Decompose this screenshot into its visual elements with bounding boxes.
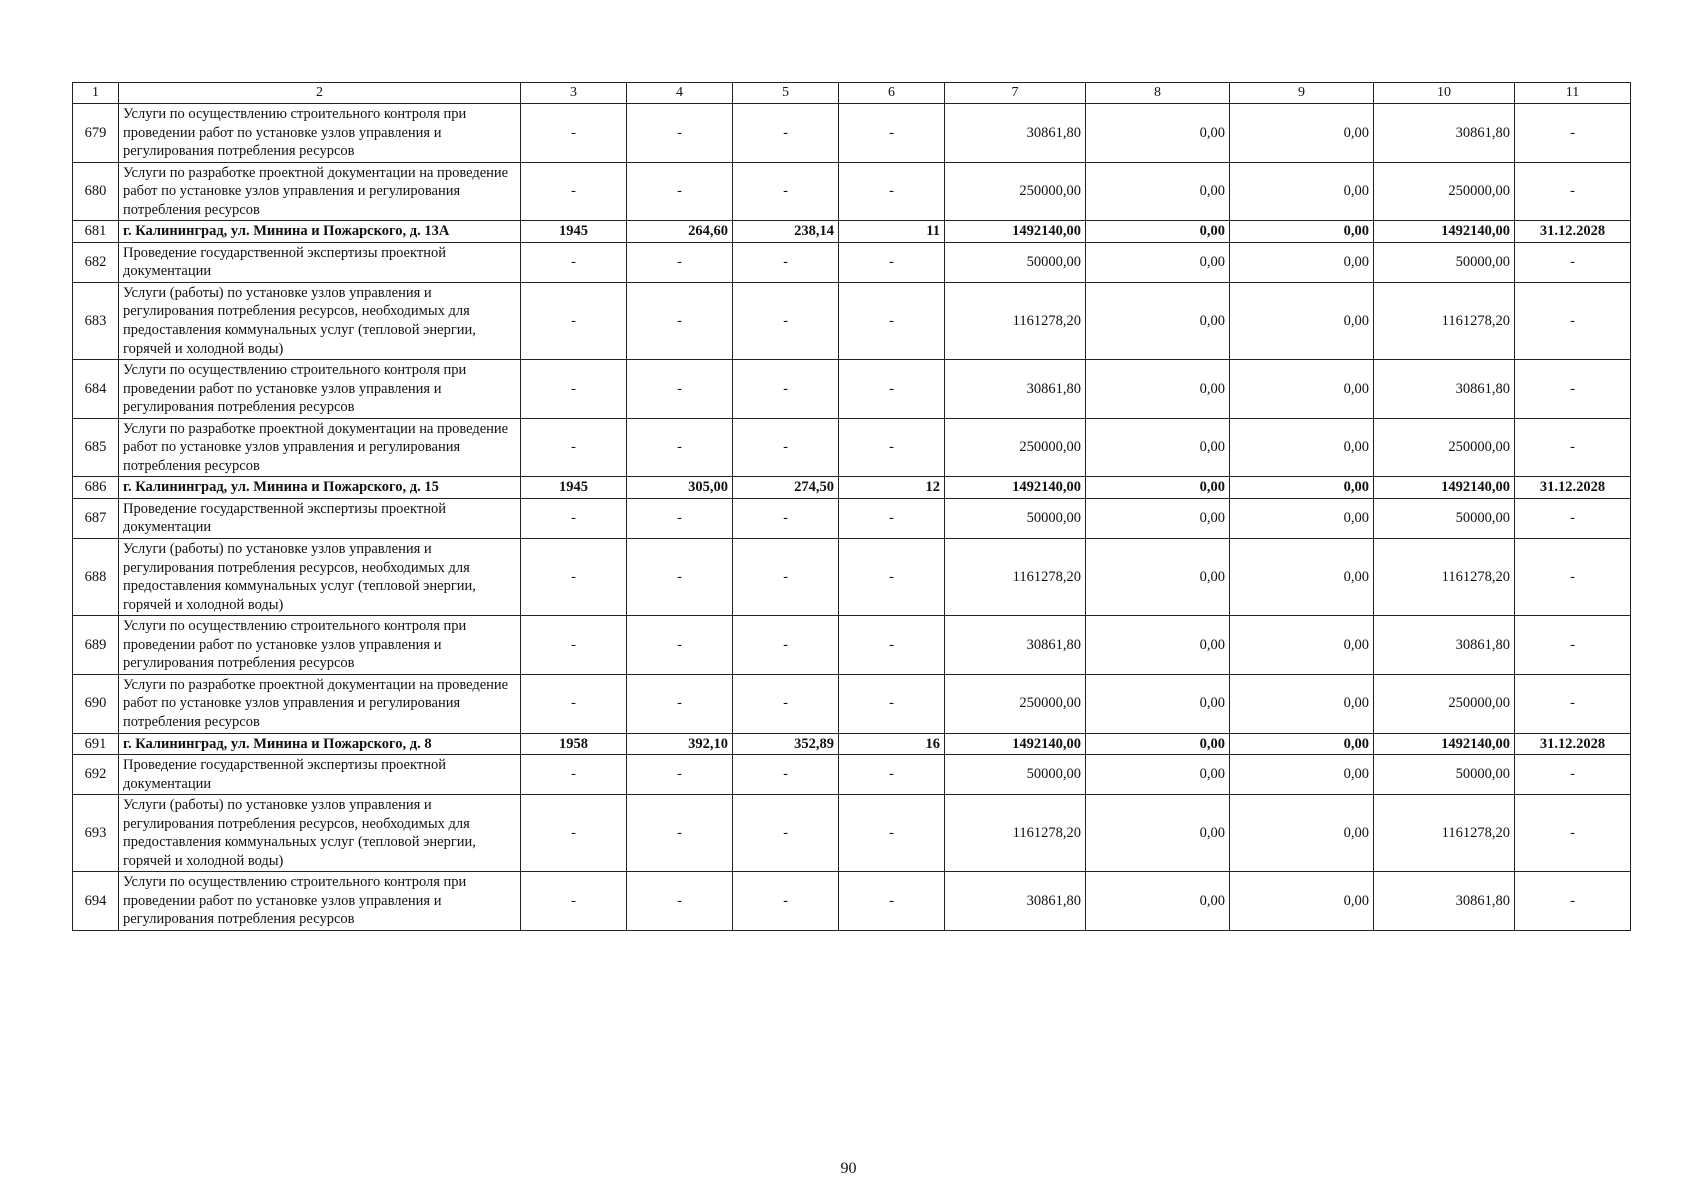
col9-cell: 0,00 (1230, 221, 1374, 243)
service-row (73, 282, 1631, 359)
count-cell: - (839, 498, 945, 538)
col10-cell: 30861,80 (1374, 872, 1515, 931)
total-cost-cell: 30861,80 (945, 616, 1086, 675)
count-cell: - (839, 282, 945, 359)
deadline-cell: - (1515, 755, 1631, 795)
total-cost-cell: 30861,80 (945, 104, 1086, 163)
row-number-cell: 684 (73, 360, 119, 419)
row-number-cell: 692 (73, 755, 119, 795)
deadline-cell: 31.12.2028 (1515, 477, 1631, 499)
count-cell: - (839, 795, 945, 872)
year-cell: - (521, 162, 627, 221)
address-row (73, 477, 1631, 499)
deadline-cell: - (1515, 242, 1631, 282)
service-row (73, 162, 1631, 221)
service-row (73, 104, 1631, 163)
row-number-cell: 685 (73, 418, 119, 477)
area-total-cell: 392,10 (627, 733, 733, 755)
col9-cell: 0,00 (1230, 498, 1374, 538)
description-cell: Услуги по разработке проектной документации на проведение работ по установке узлов управления и регулирования потребления ресурсов (119, 418, 521, 477)
col8-cell: 0,00 (1086, 616, 1230, 675)
col8-cell: 0,00 (1086, 872, 1230, 931)
area-cell: 352,89 (733, 733, 839, 755)
service-row (73, 755, 1631, 795)
header-cell: 9 (1230, 83, 1374, 104)
count-cell: - (839, 242, 945, 282)
deadline-cell: 31.12.2028 (1515, 221, 1631, 243)
description-cell: Услуги (работы) по установке узлов управления и регулирования потребления ресурсов, необходимых для предоставления коммунальных услуг (тепловой энергии, горячей и холодной воды) (119, 282, 521, 359)
year-cell: - (521, 418, 627, 477)
col9-cell: 0,00 (1230, 674, 1374, 733)
row-number-cell: 687 (73, 498, 119, 538)
area-cell: - (733, 282, 839, 359)
year-cell: 1945 (521, 477, 627, 499)
address-row (73, 733, 1631, 755)
count-cell: 16 (839, 733, 945, 755)
col10-cell: 30861,80 (1374, 616, 1515, 675)
year-cell: - (521, 104, 627, 163)
deadline-cell: - (1515, 282, 1631, 359)
col10-cell: 30861,80 (1374, 360, 1515, 419)
col9-cell: 0,00 (1230, 795, 1374, 872)
service-row (73, 674, 1631, 733)
deadline-cell: 31.12.2028 (1515, 733, 1631, 755)
col9-cell: 0,00 (1230, 733, 1374, 755)
area-cell: - (733, 539, 839, 616)
area-total-cell: - (627, 498, 733, 538)
year-cell: - (521, 755, 627, 795)
table-body (73, 83, 1631, 931)
area-cell: - (733, 418, 839, 477)
description-cell: Услуги по разработке проектной документации на проведение работ по установке узлов управления и регулирования потребления ресурсов (119, 674, 521, 733)
col8-cell: 0,00 (1086, 282, 1230, 359)
description-cell: Услуги (работы) по установке узлов управления и регулирования потребления ресурсов, необходимых для предоставления коммунальных услуг (тепловой энергии, горячей и холодной воды) (119, 795, 521, 872)
col8-cell: 0,00 (1086, 733, 1230, 755)
col9-cell: 0,00 (1230, 282, 1374, 359)
row-number-cell: 681 (73, 221, 119, 243)
col10-cell: 1161278,20 (1374, 282, 1515, 359)
area-total-cell: 264,60 (627, 221, 733, 243)
total-cost-cell: 1492140,00 (945, 221, 1086, 243)
col10-cell: 250000,00 (1374, 418, 1515, 477)
col8-cell: 0,00 (1086, 755, 1230, 795)
count-cell: - (839, 360, 945, 419)
col9-cell: 0,00 (1230, 539, 1374, 616)
area-total-cell: - (627, 674, 733, 733)
deadline-cell: - (1515, 418, 1631, 477)
description-cell: Услуги по осуществлению строительного контроля при проведении работ по установке узлов управления и регулирования потребления ресурсов (119, 616, 521, 675)
row-number-cell: 679 (73, 104, 119, 163)
col9-cell: 0,00 (1230, 162, 1374, 221)
total-cost-cell: 30861,80 (945, 360, 1086, 419)
area-cell: - (733, 498, 839, 538)
row-number-cell: 682 (73, 242, 119, 282)
area-cell: - (733, 795, 839, 872)
col9-cell: 0,00 (1230, 755, 1374, 795)
description-cell: г. Калининград, ул. Минина и Пожарского, д. 8 (119, 733, 521, 755)
service-row (73, 616, 1631, 675)
col8-cell: 0,00 (1086, 242, 1230, 282)
deadline-cell: - (1515, 616, 1631, 675)
col10-cell: 1492140,00 (1374, 477, 1515, 499)
header-cell: 10 (1374, 83, 1515, 104)
area-cell: - (733, 104, 839, 163)
col10-cell: 30861,80 (1374, 104, 1515, 163)
header-cell: 2 (119, 83, 521, 104)
col9-cell: 0,00 (1230, 477, 1374, 499)
description-cell: Услуги по осуществлению строительного контроля при проведении работ по установке узлов управления и регулирования потребления ресурсов (119, 104, 521, 163)
count-cell: - (839, 616, 945, 675)
area-total-cell: - (627, 104, 733, 163)
service-row (73, 242, 1631, 282)
col9-cell: 0,00 (1230, 872, 1374, 931)
row-number-cell: 686 (73, 477, 119, 499)
count-cell: - (839, 539, 945, 616)
col9-cell: 0,00 (1230, 360, 1374, 419)
count-cell: - (839, 104, 945, 163)
deadline-cell: - (1515, 162, 1631, 221)
col8-cell: 0,00 (1086, 477, 1230, 499)
deadline-cell: - (1515, 498, 1631, 538)
count-cell: - (839, 418, 945, 477)
header-cell: 11 (1515, 83, 1631, 104)
total-cost-cell: 250000,00 (945, 674, 1086, 733)
area-total-cell: - (627, 162, 733, 221)
area-cell: - (733, 162, 839, 221)
year-cell: - (521, 872, 627, 931)
count-cell: 12 (839, 477, 945, 499)
area-total-cell: - (627, 539, 733, 616)
col10-cell: 250000,00 (1374, 674, 1515, 733)
col10-cell: 50000,00 (1374, 755, 1515, 795)
col10-cell: 50000,00 (1374, 498, 1515, 538)
col8-cell: 0,00 (1086, 795, 1230, 872)
header-cell: 8 (1086, 83, 1230, 104)
header-cell: 6 (839, 83, 945, 104)
description-cell: Проведение государственной экспертизы проектной документации (119, 755, 521, 795)
row-number-cell: 689 (73, 616, 119, 675)
deadline-cell: - (1515, 104, 1631, 163)
col8-cell: 0,00 (1086, 360, 1230, 419)
service-row (73, 498, 1631, 538)
area-cell: - (733, 242, 839, 282)
count-cell: - (839, 872, 945, 931)
col10-cell: 1492140,00 (1374, 733, 1515, 755)
year-cell: - (521, 282, 627, 359)
header-cell: 3 (521, 83, 627, 104)
year-cell: 1945 (521, 221, 627, 243)
row-number-cell: 693 (73, 795, 119, 872)
area-cell: - (733, 872, 839, 931)
col9-cell: 0,00 (1230, 104, 1374, 163)
count-cell: 11 (839, 221, 945, 243)
area-total-cell: - (627, 360, 733, 419)
document-sheet (72, 82, 1630, 931)
col10-cell: 1161278,20 (1374, 539, 1515, 616)
header-cell: 7 (945, 83, 1086, 104)
area-total-cell: - (627, 242, 733, 282)
service-row (73, 418, 1631, 477)
area-cell: - (733, 616, 839, 675)
area-cell: 274,50 (733, 477, 839, 499)
row-number-cell: 683 (73, 282, 119, 359)
column-number-row (73, 83, 1631, 104)
count-cell: - (839, 674, 945, 733)
col8-cell: 0,00 (1086, 418, 1230, 477)
area-total-cell: - (627, 418, 733, 477)
description-cell: Проведение государственной экспертизы проектной документации (119, 498, 521, 538)
area-cell: - (733, 755, 839, 795)
deadline-cell: - (1515, 360, 1631, 419)
area-total-cell: - (627, 282, 733, 359)
service-row (73, 795, 1631, 872)
deadline-cell: - (1515, 539, 1631, 616)
header-cell: 1 (73, 83, 119, 104)
area-total-cell: 305,00 (627, 477, 733, 499)
page-number: 90 (840, 1160, 857, 1177)
row-number-cell: 680 (73, 162, 119, 221)
total-cost-cell: 1492140,00 (945, 477, 1086, 499)
col8-cell: 0,00 (1086, 162, 1230, 221)
area-cell: - (733, 360, 839, 419)
year-cell: - (521, 242, 627, 282)
year-cell: - (521, 360, 627, 419)
area-cell: 238,14 (733, 221, 839, 243)
service-row (73, 539, 1631, 616)
col9-cell: 0,00 (1230, 242, 1374, 282)
address-row (73, 221, 1631, 243)
year-cell: - (521, 498, 627, 538)
total-cost-cell: 1161278,20 (945, 539, 1086, 616)
description-cell: г. Калининград, ул. Минина и Пожарского, д. 13А (119, 221, 521, 243)
description-cell: Проведение государственной экспертизы проектной документации (119, 242, 521, 282)
col8-cell: 0,00 (1086, 674, 1230, 733)
total-cost-cell: 1161278,20 (945, 282, 1086, 359)
count-cell: - (839, 162, 945, 221)
description-cell: Услуги по разработке проектной документации на проведение работ по установке узлов управления и регулирования потребления ресурсов (119, 162, 521, 221)
total-cost-cell: 50000,00 (945, 242, 1086, 282)
col8-cell: 0,00 (1086, 104, 1230, 163)
row-number-cell: 690 (73, 674, 119, 733)
deadline-cell: - (1515, 872, 1631, 931)
year-cell: 1958 (521, 733, 627, 755)
area-total-cell: - (627, 872, 733, 931)
description-cell: Услуги по осуществлению строительного контроля при проведении работ по установке узлов управления и регулирования потребления ресурсов (119, 872, 521, 931)
description-cell: г. Калининград, ул. Минина и Пожарского, д. 15 (119, 477, 521, 499)
description-cell: Услуги (работы) по установке узлов управления и регулирования потребления ресурсов, необходимых для предоставления коммунальных услуг (тепловой энергии, горячей и холодной воды) (119, 539, 521, 616)
service-row (73, 360, 1631, 419)
total-cost-cell: 1161278,20 (945, 795, 1086, 872)
year-cell: - (521, 674, 627, 733)
deadline-cell: - (1515, 674, 1631, 733)
header-cell: 5 (733, 83, 839, 104)
area-total-cell: - (627, 795, 733, 872)
header-cell: 4 (627, 83, 733, 104)
area-cell: - (733, 674, 839, 733)
year-cell: - (521, 616, 627, 675)
total-cost-cell: 30861,80 (945, 872, 1086, 931)
col9-cell: 0,00 (1230, 616, 1374, 675)
col10-cell: 50000,00 (1374, 242, 1515, 282)
col8-cell: 0,00 (1086, 539, 1230, 616)
row-number-cell: 688 (73, 539, 119, 616)
total-cost-cell: 1492140,00 (945, 733, 1086, 755)
area-total-cell: - (627, 755, 733, 795)
total-cost-cell: 250000,00 (945, 418, 1086, 477)
count-cell: - (839, 755, 945, 795)
total-cost-cell: 50000,00 (945, 498, 1086, 538)
total-cost-cell: 50000,00 (945, 755, 1086, 795)
col8-cell: 0,00 (1086, 221, 1230, 243)
year-cell: - (521, 539, 627, 616)
total-cost-cell: 250000,00 (945, 162, 1086, 221)
col10-cell: 250000,00 (1374, 162, 1515, 221)
row-number-cell: 691 (73, 733, 119, 755)
col9-cell: 0,00 (1230, 418, 1374, 477)
description-cell: Услуги по осуществлению строительного контроля при проведении работ по установке узлов управления и регулирования потребления ресурсов (119, 360, 521, 419)
deadline-cell: - (1515, 795, 1631, 872)
data-table (72, 82, 1631, 931)
row-number-cell: 694 (73, 872, 119, 931)
col10-cell: 1161278,20 (1374, 795, 1515, 872)
service-row (73, 872, 1631, 931)
area-total-cell: - (627, 616, 733, 675)
year-cell: - (521, 795, 627, 872)
col10-cell: 1492140,00 (1374, 221, 1515, 243)
col8-cell: 0,00 (1086, 498, 1230, 538)
